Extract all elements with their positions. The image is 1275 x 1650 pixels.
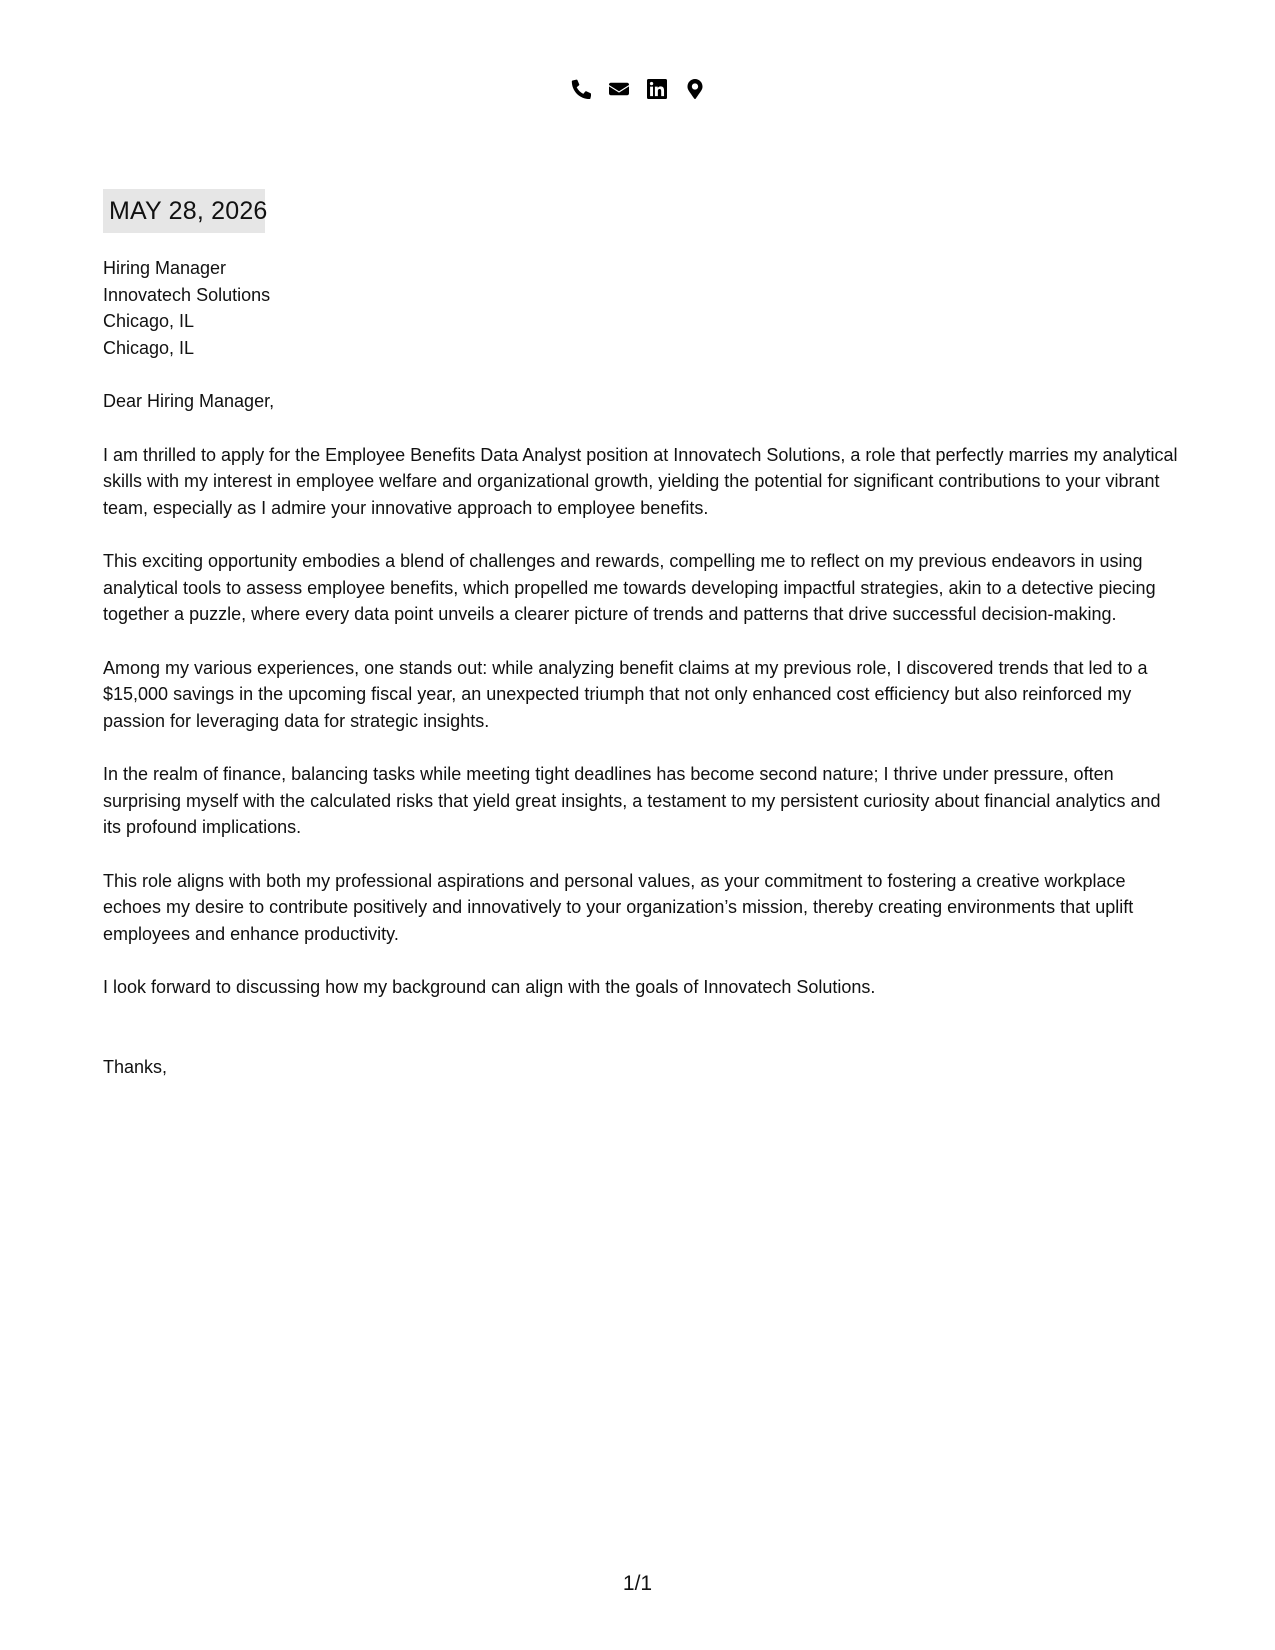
body-paragraph: This role aligns with both my professional aspirations and personal values, as your commitment to fostering a creative workplace echoes my desire to contribute positively and innovatively to your organization’s mission, thereby creating environments that uplift employees and enhance productivity.: [103, 870, 1134, 944]
body-paragraph: In the realm of finance, balancing tasks while meeting tight deadlines has become second nature; I thrive under pressure, often surprising myself with the calculated risks that yield great insights, a testament to my persistent curiosity about financial analytics and its profound implications.: [103, 764, 1161, 837]
closing: Thanks,: [103, 1056, 168, 1077]
body-paragraph: Among my various experiences, one stands out: while analyzing benefit claims at my previous role, I discovered trends that led to a $15,000 savings in the upcoming fiscal year, an unexpected triumph that not only enhanced cost efficiency but also reinforced my passion for leveraging data for strategic insights.: [103, 657, 1148, 731]
recipient-address-line-1: Chicago, IL: [103, 311, 195, 331]
letter-date-text: MAY 28, 2026: [109, 197, 268, 225]
body-paragraph: I look forward to discussing how my background can align with the goals of Innovatech Solutions.: [103, 977, 876, 997]
page-number: 1/1: [622, 1572, 653, 1595]
recipient-address-line-2: Chicago, IL: [103, 337, 195, 358]
email-icon[interactable]: [608, 78, 630, 100]
location-icon[interactable]: [684, 78, 706, 100]
recipient-company: Innovatech Solutions: [103, 284, 271, 305]
salutation: Dear Hiring Manager,: [103, 391, 275, 411]
body-paragraph: This exciting opportunity embodies a blend of challenges and rewards, compelling me to reflect on my previous endeavors in using analytical tools to assess employee benefits, which propelled me towards developing impactful strategies, akin to a detective piecing together a puzzle, where every data point unveils a clearer picture of trends and patterns that drive successful decision-making.: [103, 551, 1156, 624]
letter-date: [103, 189, 268, 233]
linkedin-icon[interactable]: [646, 78, 668, 100]
phone-icon[interactable]: [570, 78, 592, 100]
recipient-block: [103, 255, 1178, 361]
letter-body: [103, 255, 1178, 1080]
body-paragraph: I am thrilled to apply for the Employee Benefits Data Analyst position at Innovatech Solutions, a role that perfectly marries my analytical skills with my interest in employee welfare and organizational growth, yielding the potential for significant contributions to your vibrant team, especially as I admire your innovative approach to employee benefits.: [103, 444, 1178, 518]
recipient-name: Hiring Manager: [103, 258, 227, 278]
contact-icons-row: [0, 78, 1275, 100]
